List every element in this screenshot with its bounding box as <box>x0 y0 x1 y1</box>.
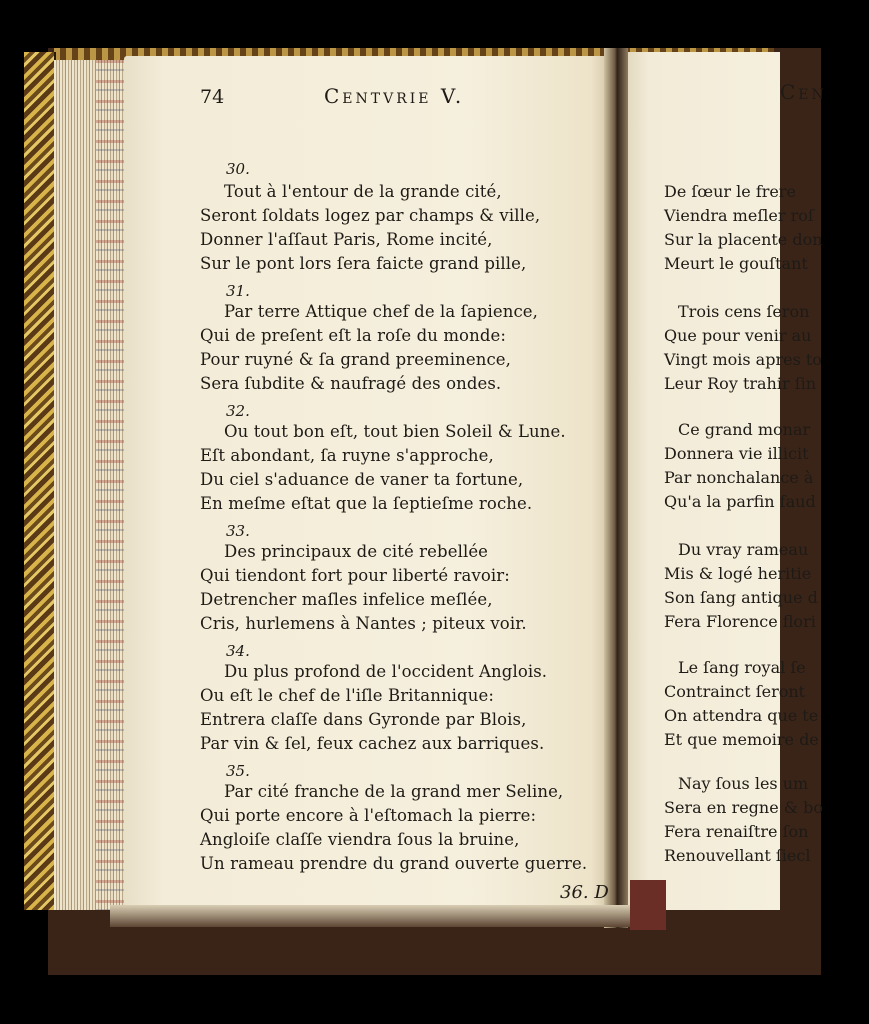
verse-line: Meurt le gouſtant <box>664 254 808 273</box>
verse-line: Sera ſubdite & naufragé des ondes. <box>200 374 502 393</box>
quatrain-number: 34. <box>226 642 250 660</box>
verse-line: Tout à l'entour de la grande cité, <box>224 182 502 201</box>
verse-line: Fera Florence flori <box>664 612 816 631</box>
gilt-spine-edge <box>24 52 56 910</box>
right-page <box>620 52 827 910</box>
verse-line: Pour ruyné & ſa grand preeminence, <box>200 350 512 369</box>
ribbon-bookmark <box>630 880 666 930</box>
verse-line: Qui tiendont fort pour liberté ravoir: <box>200 566 510 585</box>
verse-line: On attendra que te <box>664 706 819 725</box>
verse-line: Son ſang antique d <box>664 588 818 607</box>
right-quatrain <box>664 180 864 276</box>
quatrain <box>200 780 600 876</box>
verse-line: Eſt abondant, ſa ruyne s'approche, <box>200 446 494 465</box>
verse-line: Mis & logé heritie <box>664 564 812 583</box>
verse-line: Des principaux de cité rebellée <box>224 542 489 561</box>
quatrain <box>200 660 600 756</box>
verse-line: De ſœur le frere <box>664 182 796 201</box>
verse-line: Trois cens ſeron <box>678 302 810 321</box>
verse-line: Angloiſe claſſe viendra ſous la bruine, <box>200 830 520 849</box>
quatrain-number: 31. <box>226 282 250 300</box>
verse-line: Leur Roy trahir ſin <box>664 374 817 393</box>
page-number: 74 <box>200 86 225 108</box>
verse-line: Par cité franche de la grand mer Seline, <box>224 782 564 801</box>
verse-line: Renouvellant ſiecl <box>664 846 811 865</box>
verse-line: Detrencher maſles infelice meſlée, <box>200 590 493 609</box>
book-gutter <box>604 48 628 928</box>
verse-line: Donner l'aſſaut Paris, Rome incité, <box>200 230 493 249</box>
verse-line: Ce grand monar <box>678 420 811 439</box>
verse-line: Un rameau prendre du grand ouverte guerre. <box>200 854 588 873</box>
running-title: Centvrie V. <box>324 84 465 108</box>
verse-line: Du vray rameau <box>678 540 809 559</box>
verse-line: Le ſang royal ſe <box>678 658 806 677</box>
catchword: 36. D <box>560 882 609 903</box>
verse-line: Seront ſoldats logez par champs & ville, <box>200 206 541 225</box>
verse-line: Fera renaiſtre ſon <box>664 822 809 841</box>
right-quatrain <box>664 300 864 396</box>
verse-line: Sera en regne & bo <box>664 798 823 817</box>
quatrain <box>200 540 600 636</box>
verse-line: Entrera claſſe dans Gyronde par Blois, <box>200 710 527 729</box>
verse-line: Du ciel s'aduance de vaner ta fortune, <box>200 470 524 489</box>
quatrain-number: 32. <box>226 402 250 420</box>
verse-line: Contrainct ſeront <box>664 682 806 701</box>
verse-line: Qu'a la parfin faud <box>664 492 816 511</box>
speckled-edge <box>96 60 126 910</box>
verse-line: En meſme eſtat que la ſeptieſme roche. <box>200 494 533 513</box>
quatrain <box>200 180 600 276</box>
verse-line: Que pour venir au <box>664 326 812 345</box>
verse-line: Et que memoire de <box>664 730 819 749</box>
quatrain <box>200 420 600 516</box>
verse-line: Par vin & ſel, feux cachez aux barriques. <box>200 734 545 753</box>
verse-line: Qui de preſent eſt la roſe du monde: <box>200 326 507 345</box>
verse-line: Sur le pont lors ſera faicte grand pille, <box>200 254 527 273</box>
quatrain <box>200 300 600 396</box>
right-quatrain <box>664 772 864 868</box>
verse-line: Par nonchalance à <box>664 468 814 487</box>
verse-line: Donnera vie illicit <box>664 444 809 463</box>
verse-line: Par terre Attique chef de la ſapience, <box>224 302 539 321</box>
verse-line: Ou eſt le chef de l'iſle Britannique: <box>200 686 494 705</box>
verse-line: Vingt mois apres to <box>664 350 822 369</box>
verse-line: Viendra meſler roſ <box>664 206 814 225</box>
right-quatrain <box>664 538 864 634</box>
verse-line: Du plus profond de l'occident Anglois. <box>224 662 548 681</box>
right-quatrain <box>664 418 864 514</box>
page-bottom-shadow <box>110 905 630 927</box>
right-quatrain <box>664 656 864 752</box>
quatrain-number: 33. <box>226 522 250 540</box>
right-running-title: Cen <box>780 80 827 104</box>
verse-line: Sur la placente don <box>664 230 823 249</box>
quatrain-number: 30. <box>226 160 250 178</box>
quatrain-number: 35. <box>226 762 250 780</box>
verse-line: Ou tout bon eſt, tout bien Soleil & Lune. <box>224 422 566 441</box>
verse-line: Qui porte encore à l'eſtomach la pierre: <box>200 806 537 825</box>
verse-line: Nay ſous les um <box>678 774 809 793</box>
verse-line: Cris, hurlemens à Nantes ; piteux voir. <box>200 614 527 633</box>
